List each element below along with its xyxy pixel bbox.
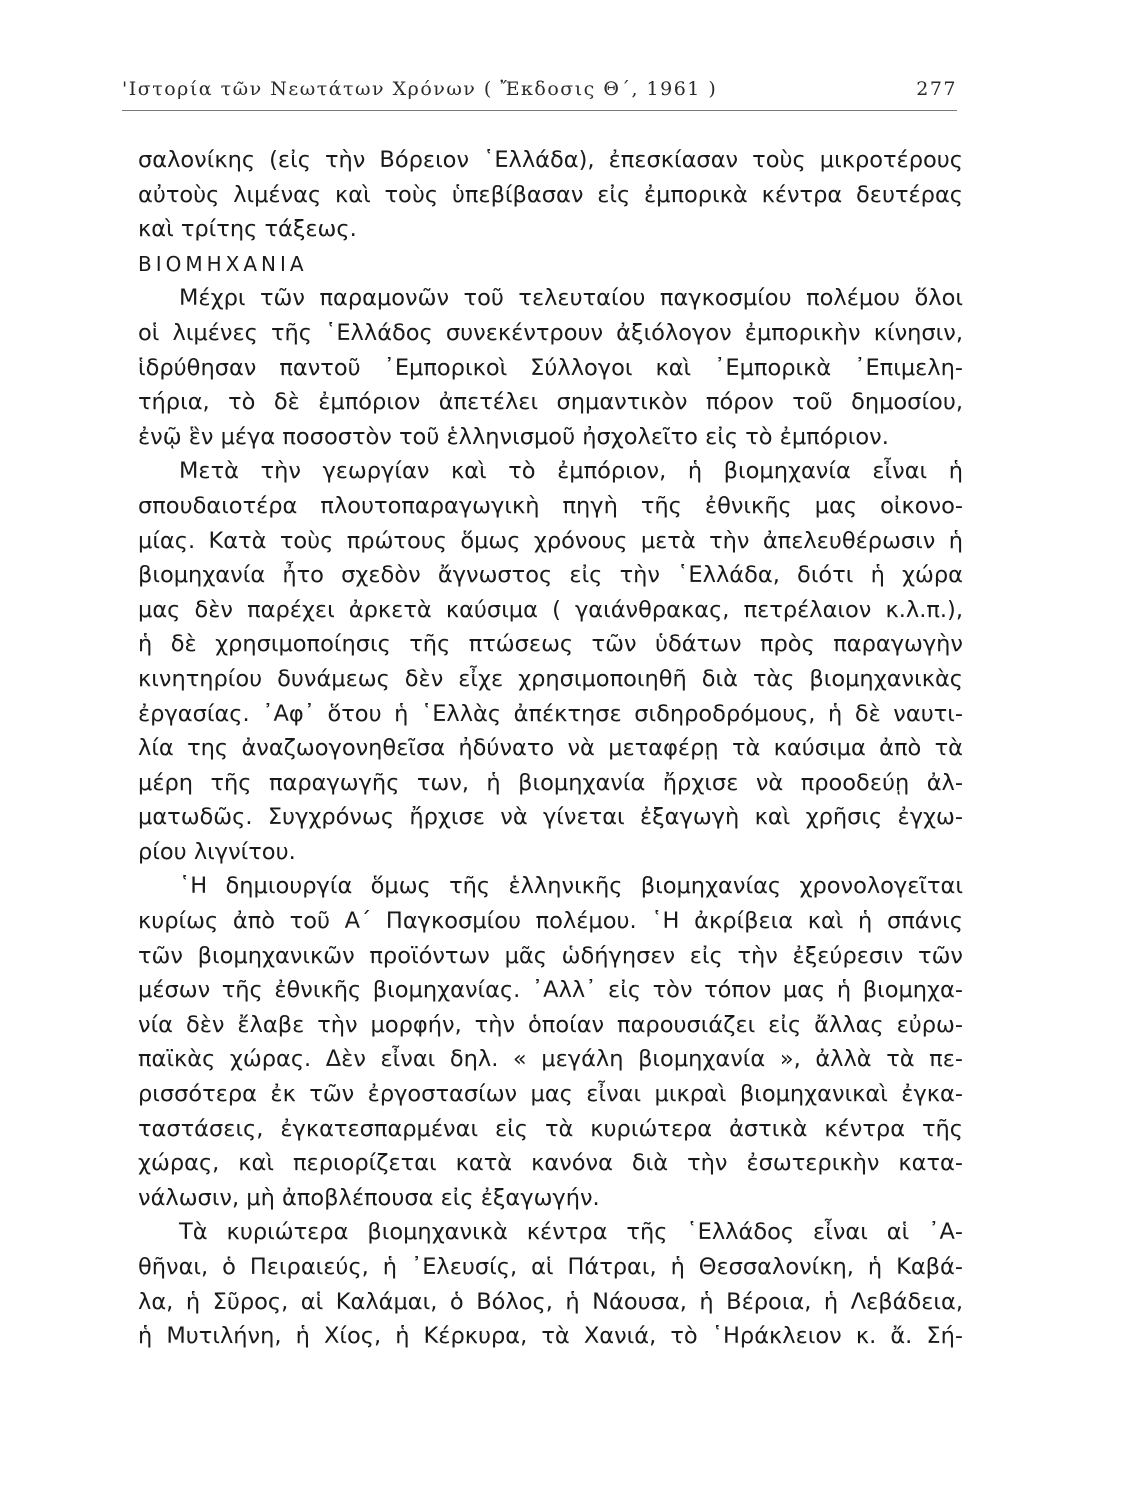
text-line: τήρια, τὸ δὲ ἐμπόριον ἀπετέλει σημαντικὸν πόρον τοῦ δημοσίου, [138, 389, 963, 416]
running-head-title: 'Ιστορία τῶν Νεωτάτων Χρόνων ( Ἔκδοσις Θ΄, 1961 ) [122, 78, 718, 100]
text-line: Μετὰ τὴν γεωργίαν καὶ τὸ ἐμπόριον, ἡ βιομηχανία εἶναι ἡ [179, 458, 963, 485]
text-line: λα, ἡ Σῦρος, αἱ Καλάμαι, ὁ Βόλος, ἡ Νάουσα, ἡ Βέροια, ἡ Λεβάδεια, [138, 1288, 963, 1315]
text-line: μέσων τῆς ἐθνικῆς βιομηχανίας. ᾿Αλλ᾿ εἰς τὸν τόπον μας ἡ βιομηχα- [138, 977, 963, 1004]
text-line: ἱδρύθησαν παντοῦ ᾿Εμπορικοὶ Σύλλογοι καὶ ᾿Εμπορικὰ ᾿Επιμελη- [138, 354, 963, 381]
text-line: ρισσότερα ἐκ τῶν ἐργοστασίων μας εἶναι μικραὶ βιομηχανικαὶ ἐγκα- [138, 1081, 963, 1108]
text-line: μέρη τῆς παραγωγῆς των, ἡ βιομηχανία ἤρχισε νὰ προοδεύῃ ἀλ- [138, 769, 963, 796]
text-line: οἱ λιμένες τῆς ῾Ελλάδος συνεκέντρουν ἀξιόλογον ἐμπορικὴν κίνησιν, [138, 319, 963, 346]
text-line: ῾Η δημιουργία ὅμως τῆς ἑλληνικῆς βιομηχανίας χρονολογεῖται [179, 873, 963, 900]
text-line: μας δὲν παρέχει ἀρκετὰ καύσιμα ( γαιάνθρακας, πετρέλαιον κ.λ.π.), [138, 596, 963, 623]
text-line: σαλονίκης (εἰς τὴν Βόρειον ῾Ελλάδα), ἐπεσκίασαν τοὺς μικροτέρους [138, 147, 963, 173]
text-line: Τὰ κυριώτερα βιομηχανικὰ κέντρα τῆς ῾Ελλάδος εἶναι αἱ ᾿Α- [179, 1219, 963, 1246]
text-line: Μέχρι τῶν παραμονῶν τοῦ τελευταίου παγκοσμίου πολέμου ὅλοι [179, 285, 963, 312]
text-line: θῆναι, ὁ Πειραιεύς, ἡ ᾿Ελευσίς, αἱ Πάτραι, ἡ Θεσσαλονίκη, ἡ Καβά- [138, 1254, 963, 1280]
text-line: λία της ἀναζωογονηθεῖσα ἠδύνατο νὰ μεταφέρῃ τὰ καύσιμα ἀπὸ τὰ [138, 735, 963, 762]
text-line: μίας. Κατὰ τοὺς πρώτους ὅμως χρόνους μετὰ τὴν ἀπελευθέρωσιν ἡ [138, 527, 963, 554]
text-line: τῶν βιομηχανικῶν προϊόντων μᾶς ὡδήγησεν εἰς τὴν ἐξεύρεσιν τῶν [138, 942, 963, 969]
section-heading: ΒΙΟΜΗΧΑΝΙΑ [138, 251, 308, 276]
page-number: 277 [916, 78, 957, 100]
text-line: ἐργασίας. ᾿Αφ᾿ ὅτου ἡ ῾Ελλὰς ἀπέκτησε σιδηροδρόμους, ἡ δὲ ναυτι- [138, 700, 963, 727]
text-line: ἐνῷ ἓν μέγα ποσοστὸν τοῦ ἑλληνισμοῦ ἠσχολεῖτο εἰς τὸ ἐμπόριον. [138, 423, 889, 450]
text-line: καὶ τρίτης τάξεως. [138, 216, 357, 243]
text-line: βιομηχανία ἦτο σχεδὸν ἄγνωστος εἰς τὴν ῾Ελλάδα, διότι ἡ χώρα [138, 562, 963, 589]
text-line: ρίου λιγνίτου. [138, 838, 296, 865]
text-line: νάλωσιν, μὴ ἀποβλέπουσα εἰς ἐξαγωγήν. [138, 1184, 600, 1211]
text-line: ταστάσεις, ἐγκατεσπαρμέναι εἰς τὰ κυριώτερα ἀστικὰ κέντρα τῆς [138, 1115, 963, 1142]
text-line: αὐτοὺς λιμένας καὶ τοὺς ὑπεβίβασαν εἰς ἐμπορικὰ κέντρα δευτέρας [138, 181, 963, 208]
text-line: ἡ δὲ χρησιμοποίησις τῆς πτώσεως τῶν ὑδάτων πρὸς παραγωγὴν [138, 631, 963, 658]
text-line: ματωδῶς. Συγχρόνως ἤρχισε νὰ γίνεται ἐξαγωγὴ καὶ χρῆσις ἐγχω- [138, 804, 963, 831]
page-body [138, 143, 963, 1354]
text-line: κινητηρίου δυνάμεως δὲν εἶχε χρησιμοποιηθῆ διὰ τὰς βιομηχανικὰς [138, 665, 963, 692]
text-line: νία δὲν ἔλαβε τὴν μορφήν, τὴν ὁποίαν παρουσιάζει εἰς ἄλλας εὐρω- [138, 1011, 963, 1038]
text-line: παϊκὰς χώρας. Δὲν εἶναι δηλ. « μεγάλη βιομηχανία », ἀλλὰ τὰ πε- [138, 1046, 963, 1073]
running-head [122, 72, 957, 104]
text-line: χώρας, καὶ περιορίζεται κατὰ κανόνα διὰ τὴν ἐσωτερικὴν κατα- [138, 1150, 963, 1177]
text-line: ἡ Μυτιλήνη, ἡ Χίος, ἡ Κέρκυρα, τὰ Χανιά, τὸ ῾Ηράκλειον κ. ἄ. Σή- [138, 1323, 963, 1350]
text-line: κυρίως ἀπὸ τοῦ Α΄ Παγκοσμίου πολέμου. ῾Η ἀκρίβεια καὶ ἡ σπάνις [138, 908, 963, 935]
text-line: σπουδαιοτέρα πλουτοπαραγωγικὴ πηγὴ τῆς ἐθνικῆς μας οἰκονο- [138, 492, 963, 519]
header-rule [122, 110, 957, 111]
